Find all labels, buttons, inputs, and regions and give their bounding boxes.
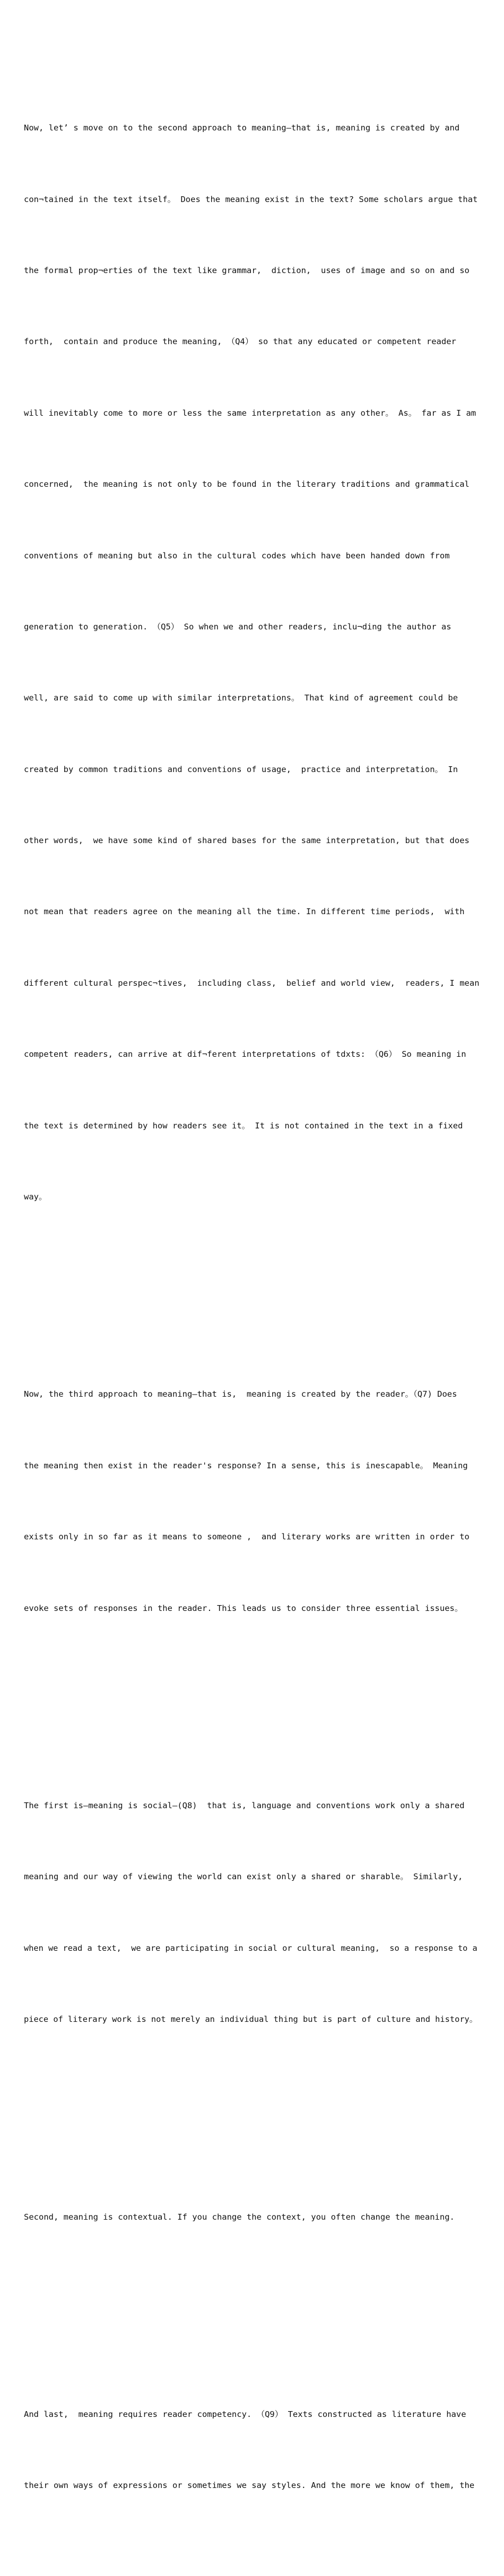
text-line: Second, meaning is contextual. If you change the context, you often change the meaning. <box>24 2212 455 2222</box>
text-line: con¬tained in the text itself。 Does the meaning exist in the text? Some scholars argue that <box>24 194 478 204</box>
text-line: conventions of meaning but also in the cultural codes which have been handed down from <box>24 550 450 560</box>
text-line: the meaning then exist in the reader's response? In a sense, this is inescapable。 Meaning <box>24 1460 468 1470</box>
paragraph-second-approach <box>24 69 480 1257</box>
text-line: exists only in so far as it means to someone , and literary works are written in order to <box>24 1532 470 1542</box>
text-line: piece of literary work is not merely an individual thing but is part of culture and history。 <box>24 2014 478 2025</box>
text-line: different cultural perspec¬tives, including class, belief and world view, readers, I mean <box>24 978 480 988</box>
text-line: will inevitably come to more or less the same interpretation as any other。 As。 far as I am <box>24 408 476 418</box>
text-line: when we read a text, we are participating in social or cultural meaning, so a response to a <box>24 1943 477 1953</box>
text-line: competent readers, can arrive at dif¬ferent interpretations of tdxts: （Q6） So meaning in <box>24 1049 466 1059</box>
text-line: forth, contain and produce the meaning, （Q4） so that any educated or competent reader <box>24 337 456 347</box>
text-line: other words, we have some kind of shared bases for the same interpretation, but that does <box>24 836 470 846</box>
text-line: the formal prop¬erties of the text like grammar, diction, uses of image and so on and so <box>24 265 470 275</box>
paragraph-third-approach <box>24 1335 480 1668</box>
text-line: The first is—meaning is social—(Q8) that is, language and conventions work only a shared <box>24 1800 465 1810</box>
text-line: way。 <box>24 1192 47 1202</box>
paragraph-meaning-social <box>24 1746 480 2079</box>
text-line: the text is determined by how readers see it。 It is not contained in the text in a fixed <box>24 1120 463 1131</box>
text-line: concerned, the meaning is not only to be found in the literary traditions and grammatical <box>24 479 470 489</box>
text-line: meaning and our way of viewing the world can exist only a shared or sharable。 Similarly, <box>24 1872 463 1882</box>
text-line: Now, let’ s move on to the second approach to meaning—that is, meaning is created by and <box>24 123 460 133</box>
text-line: generation to generation. （Q5） So when we and other readers, inclu¬ding the author as <box>24 621 451 632</box>
text-line: Now, the third approach to meaning—that is, meaning is created by the reader。（Q7) Does <box>24 1389 457 1399</box>
text-line: their own ways of expressions or sometimes we say styles. And the more we know of them, the <box>24 2481 475 2491</box>
paragraph-reader-competency <box>24 2355 480 2545</box>
document-page <box>24 21 480 2576</box>
text-line: well, are said to come up with similar interpretations。 That kind of agreement could be <box>24 693 458 703</box>
text-line: evoke sets of responses in the reader. This leads us to consider three essential issues。 <box>24 1603 463 1613</box>
text-line: not mean that readers agree on the meaning all the time. In different time periods, with <box>24 907 465 917</box>
text-line: And last, meaning requires reader competency. （Q9） Texts constructed as literature have <box>24 2409 466 2419</box>
paragraph-meaning-contextual <box>24 2158 480 2276</box>
text-line: created by common traditions and conventions of usage, practice and interpretation。 In <box>24 764 458 774</box>
